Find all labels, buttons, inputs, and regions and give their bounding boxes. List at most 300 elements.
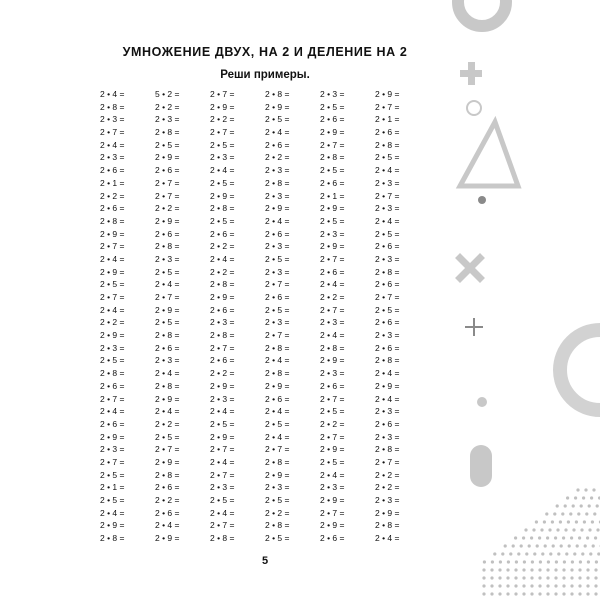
exercise-item: 2 • 3 = xyxy=(375,495,400,505)
exercise-item: 2 • 3 = xyxy=(100,152,125,163)
pattern-dot xyxy=(588,504,591,507)
exercise-item: 2 • 3 = xyxy=(320,482,345,493)
exercise-item: 2 • 7 = xyxy=(100,393,125,404)
pattern-dot xyxy=(539,560,542,563)
pattern-dot xyxy=(546,536,549,539)
exercise-item: 2 • 5 = xyxy=(320,101,345,112)
pattern-dot xyxy=(591,520,594,523)
pattern-dot xyxy=(531,560,534,563)
pattern-dot xyxy=(546,584,549,587)
exercise-item: 2 • 4 = xyxy=(155,520,180,531)
exercise-item: 2 • 4 = xyxy=(265,406,290,417)
pattern-dot xyxy=(593,512,596,515)
pattern-dot xyxy=(569,512,572,515)
exercise-item: 2 • 7 = xyxy=(100,292,125,302)
exercise-item: 2 • 8 = xyxy=(155,469,180,480)
pattern-dot xyxy=(545,512,548,515)
exercise-item: 2 • 5 = xyxy=(155,317,180,328)
exercise-item: 2 • 7 = xyxy=(320,253,345,264)
exercise-column-6 xyxy=(375,88,430,545)
pattern-dot xyxy=(504,544,507,547)
exercise-item: 2 • 8 = xyxy=(375,444,400,455)
pattern-dot xyxy=(594,592,597,595)
exercise-item: 2 • 4 = xyxy=(155,368,180,379)
exercise-item: 2 • 8 = xyxy=(265,368,290,379)
exercise-item: 2 • 7 = xyxy=(375,292,400,302)
exercise-item: 2 • 7 = xyxy=(320,431,345,442)
triangle-icon xyxy=(460,122,518,186)
exercise-item: 2 • 2 = xyxy=(210,368,235,379)
pattern-dot xyxy=(584,544,587,547)
exercise-item: 2 • 8 = xyxy=(100,533,125,544)
pattern-dot xyxy=(563,560,566,563)
exercise-item: 2 • 8 = xyxy=(265,456,290,467)
exercise-item: 2 • 8 = xyxy=(210,330,235,341)
pattern-dot xyxy=(554,592,557,595)
thin-plus-icon xyxy=(465,318,483,336)
pattern-dot xyxy=(546,568,549,571)
pattern-dot xyxy=(538,576,541,579)
pattern-dot xyxy=(574,496,577,499)
exercise-item: 2 • 1 = xyxy=(100,177,125,188)
exercise-item: 2 • 6 = xyxy=(375,418,400,429)
pattern-dot xyxy=(541,552,544,555)
pattern-dot xyxy=(490,584,493,587)
pattern-dot xyxy=(571,560,574,563)
exercise-item: 2 • 4 = xyxy=(375,215,400,226)
pattern-dot xyxy=(565,552,568,555)
pattern-dot xyxy=(535,520,538,523)
pattern-dot xyxy=(530,576,533,579)
pattern-dot xyxy=(549,552,552,555)
pattern-dot xyxy=(506,576,509,579)
pattern-dot xyxy=(554,536,557,539)
exercise-item: 2 • 8 = xyxy=(265,342,290,353)
exercise-item: 2 • 5 = xyxy=(100,469,125,480)
exercise-item: 2 • 4 = xyxy=(320,330,345,341)
exercise-item: 2 • 4 = xyxy=(375,393,400,404)
pattern-dot xyxy=(594,536,597,539)
exercise-item: 2 • 5 = xyxy=(265,114,290,125)
exercise-item: 2 • 6 = xyxy=(375,317,400,328)
pattern-dot xyxy=(554,584,557,587)
pattern-dot xyxy=(498,584,501,587)
exercise-item: 2 • 9 = xyxy=(100,520,125,531)
exercise-item: 2 • 9 = xyxy=(320,241,345,252)
pattern-dot xyxy=(483,560,486,563)
exercise-item: 2 • 9 = xyxy=(155,215,180,226)
plus-icon xyxy=(460,62,482,85)
pattern-dot xyxy=(512,544,515,547)
pattern-dot xyxy=(493,552,496,555)
exercise-item: 2 • 3 = xyxy=(265,165,290,176)
exercise-item: 2 • 6 = xyxy=(100,418,125,429)
exercise-item: 2 • 7 = xyxy=(375,190,400,201)
pattern-dot xyxy=(528,544,531,547)
exercise-item: 2 • 8 = xyxy=(265,520,290,531)
pattern-dot xyxy=(585,512,588,515)
exercise-column-1 xyxy=(100,88,155,545)
pattern-dot xyxy=(586,536,589,539)
ring-decoration xyxy=(458,0,506,26)
exercise-item: 2 • 5 = xyxy=(265,418,290,429)
exercise-item: 2 • 9 = xyxy=(320,203,345,214)
exercise-item: 2 • 5 = xyxy=(265,533,290,544)
exercise-item: 2 • 9 = xyxy=(100,228,125,239)
exercise-item: 2 • 4 = xyxy=(375,533,400,544)
exercise-item: 2 • 9 = xyxy=(320,495,345,505)
exercise-item: 2 • 9 = xyxy=(320,127,345,138)
pattern-dot xyxy=(568,544,571,547)
pattern-dot xyxy=(592,544,595,547)
exercise-item: 2 • 9 = xyxy=(210,101,235,112)
pattern-dot xyxy=(538,536,541,539)
exercise-item: 2 • 7 = xyxy=(375,101,400,112)
pattern-dot xyxy=(522,536,525,539)
exercise-item: 2 • 9 = xyxy=(100,431,125,442)
exercise-item: 2 • 3 = xyxy=(320,89,345,99)
exercise-item: 2 • 5 = xyxy=(155,139,180,150)
exercise-item: 2 • 7 = xyxy=(210,444,235,455)
exercise-item: 2 • 8 = xyxy=(100,101,125,112)
exercise-item: 2 • 9 = xyxy=(265,101,290,112)
exercise-item: 2 • 7 = xyxy=(320,304,345,315)
pattern-dot xyxy=(553,512,556,515)
exercise-item: 2 • 7 = xyxy=(265,444,290,455)
exercise-item: 2 • 4 = xyxy=(265,127,290,138)
pattern-dot xyxy=(562,576,565,579)
pattern-dot xyxy=(538,568,541,571)
exercise-item: 2 • 9 = xyxy=(155,533,180,544)
pattern-dot xyxy=(490,576,493,579)
exercise-item: 2 • 7 = xyxy=(210,469,235,480)
exercise-item: 2 • 4 = xyxy=(210,165,235,176)
pattern-dot xyxy=(570,536,573,539)
exercise-item: 2 • 9 = xyxy=(155,304,180,315)
pattern-dot xyxy=(592,488,595,491)
pattern-dot xyxy=(562,536,565,539)
exercise-grid xyxy=(100,88,430,544)
exercise-item: 2 • 8 = xyxy=(375,355,400,366)
exercise-item: 2 • 5 = xyxy=(320,165,345,176)
pattern-dot xyxy=(578,576,581,579)
exercise-item: 2 • 2 = xyxy=(155,203,180,214)
exercise-item: 2 • 3 = xyxy=(265,482,290,493)
exercise-item: 2 • 9 = xyxy=(265,380,290,391)
exercise-item: 2 • 2 = xyxy=(210,266,235,277)
exercise-item: 2 • 8 = xyxy=(320,342,345,353)
exercise-item: 2 • 4 = xyxy=(265,431,290,442)
exercise-item: 2 • 4 = xyxy=(265,215,290,226)
exercise-item: 2 • 8 = xyxy=(155,330,180,341)
exercise-item: 2 • 7 = xyxy=(320,139,345,150)
pattern-dot xyxy=(498,576,501,579)
pattern-dot xyxy=(501,552,504,555)
exercise-item: 2 • 9 = xyxy=(210,380,235,391)
pattern-dot xyxy=(552,544,555,547)
pattern-dot xyxy=(594,576,597,579)
exercise-item: 2 • 4 = xyxy=(100,253,125,264)
pattern-dot xyxy=(570,584,573,587)
pattern-dot xyxy=(579,560,582,563)
exercise-item: 2 • 6 = xyxy=(265,228,290,239)
exercise-item: 2 • 2 = xyxy=(210,114,235,125)
pattern-dot xyxy=(490,592,493,595)
exercise-item: 2 • 6 = xyxy=(155,507,180,518)
exercise-item: 2 • 7 = xyxy=(155,190,180,201)
exercise-item: 2 • 6 = xyxy=(155,228,180,239)
page-number: 5 xyxy=(261,555,269,567)
pattern-dot xyxy=(509,552,512,555)
exercise-item: 2 • 6 = xyxy=(320,114,345,125)
pattern-dot xyxy=(562,584,565,587)
exercise-item: 2 • 7 = xyxy=(155,292,180,302)
pattern-dot xyxy=(522,584,525,587)
pattern-dot xyxy=(555,560,558,563)
exercise-item: 2 • 8 = xyxy=(210,203,235,214)
pattern-dot xyxy=(525,552,528,555)
circle-outline-icon xyxy=(467,101,481,115)
exercise-item: 2 • 3 = xyxy=(265,190,290,201)
pattern-dot xyxy=(576,544,579,547)
exercise-item: 2 • 6 = xyxy=(320,266,345,277)
exercise-item: 2 • 6 = xyxy=(100,165,125,176)
exercise-item: 2 • 4 = xyxy=(100,406,125,417)
exercise-item: 2 • 2 = xyxy=(100,317,125,328)
half-ring-decoration xyxy=(560,330,600,410)
pattern-dot xyxy=(572,504,575,507)
pattern-dot xyxy=(559,520,562,523)
exercise-item: 2 • 8 = xyxy=(100,215,125,226)
pattern-dot xyxy=(532,528,535,531)
exercise-item: 2 • 5 = xyxy=(100,355,125,366)
exercise-item: 2 • 9 = xyxy=(155,393,180,404)
exercise-item: 2 • 4 = xyxy=(155,406,180,417)
pattern-dot xyxy=(538,584,541,587)
exercise-item: 2 • 3 = xyxy=(100,444,125,455)
pattern-dot xyxy=(586,576,589,579)
exercise-item: 2 • 9 = xyxy=(155,152,180,163)
pattern-dot xyxy=(546,576,549,579)
pattern-dot xyxy=(490,568,493,571)
exercise-item: 2 • 2 = xyxy=(265,152,290,163)
exercise-item: 2 • 7 = xyxy=(265,330,290,341)
pattern-dot xyxy=(506,568,509,571)
exercise-item: 2 • 7 = xyxy=(320,507,345,518)
decorative-shapes xyxy=(440,0,600,600)
pattern-dot xyxy=(556,504,559,507)
exercise-item: 2 • 3 = xyxy=(100,342,125,353)
pattern-dot xyxy=(507,560,510,563)
exercise-item: 2 • 4 = xyxy=(265,355,290,366)
exercise-item: 2 • 9 = xyxy=(320,520,345,531)
exercise-item: 2 • 5 = xyxy=(375,152,400,163)
exercise-item: 2 • 5 = xyxy=(155,431,180,442)
exercise-item: 2 • 7 = xyxy=(210,127,235,138)
exercise-item: 2 • 4 = xyxy=(210,507,235,518)
exercise-item: 2 • 3 = xyxy=(375,406,400,417)
exercise-item: 2 • 8 = xyxy=(375,520,400,531)
exercise-item: 2 • 8 = xyxy=(155,241,180,252)
pattern-dot xyxy=(523,560,526,563)
pattern-dot xyxy=(482,568,485,571)
exercise-item: 2 • 8 = xyxy=(265,89,290,99)
pattern-dot xyxy=(589,552,592,555)
pattern-dot xyxy=(595,560,598,563)
pattern-dot xyxy=(491,560,494,563)
pattern-dot xyxy=(567,520,570,523)
pattern-dot xyxy=(514,568,517,571)
exercise-item: 2 • 6 = xyxy=(375,241,400,252)
exercise-item: 2 • 3 = xyxy=(265,241,290,252)
exercise-item: 2 • 3 = xyxy=(320,368,345,379)
exercise-item: 2 • 3 = xyxy=(210,317,235,328)
exercise-item: 2 • 3 = xyxy=(375,330,400,341)
pattern-dot xyxy=(514,592,517,595)
exercise-item: 2 • 4 = xyxy=(210,253,235,264)
exercise-item: 2 • 3 = xyxy=(375,253,400,264)
exercise-item: 2 • 6 = xyxy=(375,127,400,138)
exercise-item: 2 • 9 = xyxy=(100,266,125,277)
dot-icon xyxy=(477,397,487,407)
pattern-dot xyxy=(570,568,573,571)
exercise-item: 2 • 9 = xyxy=(155,456,180,467)
exercise-item: 2 • 8 = xyxy=(155,380,180,391)
exercise-item: 2 • 9 = xyxy=(320,444,345,455)
exercise-item: 2 • 7 = xyxy=(320,393,345,404)
dot-icon xyxy=(478,196,486,204)
pattern-dot xyxy=(540,528,543,531)
pattern-dot xyxy=(581,552,584,555)
exercise-item: 2 • 1 = xyxy=(100,482,125,493)
pattern-dot xyxy=(586,592,589,595)
exercise-item: 2 • 5 = xyxy=(210,495,235,505)
pattern-dot xyxy=(530,568,533,571)
pattern-dot xyxy=(580,504,583,507)
exercise-item: 2 • 9 = xyxy=(210,190,235,201)
pattern-dot xyxy=(557,552,560,555)
exercise-item: 2 • 6 = xyxy=(210,304,235,315)
pattern-dot xyxy=(586,584,589,587)
pattern-dot xyxy=(520,544,523,547)
pattern-dot xyxy=(551,520,554,523)
pattern-dot xyxy=(536,544,539,547)
exercise-item: 2 • 4 = xyxy=(320,469,345,480)
exercise-item: 2 • 7 = xyxy=(100,456,125,467)
exercise-item: 2 • 6 = xyxy=(320,380,345,391)
exercise-item: 2 • 4 = xyxy=(375,368,400,379)
pattern-dot xyxy=(482,592,485,595)
exercise-item: 2 • 6 = xyxy=(210,228,235,239)
pattern-dot xyxy=(499,560,502,563)
exercise-item: 2 • 3 = xyxy=(155,114,180,125)
exercise-item: 2 • 5 = xyxy=(265,253,290,264)
pattern-dot xyxy=(538,592,541,595)
exercise-item: 2 • 6 = xyxy=(155,342,180,353)
exercise-item: 2 • 6 = xyxy=(155,482,180,493)
exercise-item: 2 • 4 = xyxy=(100,304,125,315)
exercise-item: 2 • 3 = xyxy=(210,482,235,493)
exercise-item: 2 • 3 = xyxy=(265,317,290,328)
exercise-item: 2 • 5 = xyxy=(210,177,235,188)
exercise-item: 2 • 8 = xyxy=(320,152,345,163)
exercise-item: 2 • 3 = xyxy=(265,266,290,277)
exercise-item: 2 • 6 = xyxy=(375,342,400,353)
pattern-dot xyxy=(548,528,551,531)
exercise-column-5 xyxy=(320,88,375,545)
pattern-dot xyxy=(514,536,517,539)
pattern-dot xyxy=(554,568,557,571)
exercise-item: 2 • 6 = xyxy=(320,177,345,188)
exercise-item: 2 • 8 = xyxy=(375,139,400,150)
exercise-item: 2 • 8 = xyxy=(155,127,180,138)
exercise-column-3 xyxy=(210,88,265,545)
exercise-item: 2 • 7 = xyxy=(100,241,125,252)
pattern-dot xyxy=(514,584,517,587)
pattern-dot xyxy=(570,592,573,595)
exercise-instruction: Реши примеры. xyxy=(220,69,310,81)
exercise-item: 2 • 3 = xyxy=(375,431,400,442)
pattern-dot xyxy=(570,576,573,579)
exercise-item: 2 • 6 = xyxy=(100,203,125,214)
exercise-item: 2 • 4 = xyxy=(375,165,400,176)
exercise-item: 2 • 6 = xyxy=(320,533,345,544)
pattern-dot xyxy=(594,568,597,571)
exercise-item: 2 • 7 = xyxy=(265,279,290,290)
exercise-item: 2 • 2 = xyxy=(155,418,180,429)
dot-pattern-decoration xyxy=(482,488,600,595)
exercise-item: 2 • 3 = xyxy=(375,177,400,188)
exercise-item: 2 • 6 = xyxy=(265,292,290,302)
pattern-dot xyxy=(498,568,501,571)
exercise-item: 2 • 5 = xyxy=(210,139,235,150)
exercise-item: 2 • 9 = xyxy=(210,292,235,302)
pattern-dot xyxy=(578,584,581,587)
exercise-item: 2 • 3 = xyxy=(320,228,345,239)
pattern-dot xyxy=(498,592,501,595)
exercise-item: 2 • 8 = xyxy=(265,177,290,188)
exercise-item: 2 • 3 = xyxy=(100,114,125,125)
exercise-item: 2 • 8 = xyxy=(210,533,235,544)
pattern-dot xyxy=(506,584,509,587)
pattern-dot xyxy=(566,496,569,499)
pattern-dot xyxy=(533,552,536,555)
pattern-dot xyxy=(560,544,563,547)
pattern-dot xyxy=(562,568,565,571)
pattern-dot xyxy=(578,592,581,595)
exercise-item: 2 • 4 = xyxy=(100,507,125,518)
pattern-dot xyxy=(572,528,575,531)
exercise-item: 2 • 6 = xyxy=(100,380,125,391)
exercise-item: 2 • 5 = xyxy=(320,406,345,417)
exercise-item: 2 • 9 = xyxy=(375,507,400,518)
pattern-dot xyxy=(576,488,579,491)
exercise-item: 2 • 6 = xyxy=(375,279,400,290)
pattern-dot xyxy=(561,512,564,515)
pattern-dot xyxy=(530,584,533,587)
exercise-item: 2 • 9 = xyxy=(210,431,235,442)
pattern-dot xyxy=(582,496,585,499)
exercise-item: 2 • 2 = xyxy=(210,241,235,252)
pattern-dot xyxy=(564,504,567,507)
exercise-item: 2 • 5 = xyxy=(100,279,125,290)
exercise-item: 2 • 2 = xyxy=(320,418,345,429)
pattern-dot xyxy=(573,552,576,555)
pattern-dot xyxy=(543,520,546,523)
pattern-dot xyxy=(544,544,547,547)
exercise-item: 2 • 5 = xyxy=(320,456,345,467)
exercise-item: 2 • 7 = xyxy=(210,520,235,531)
